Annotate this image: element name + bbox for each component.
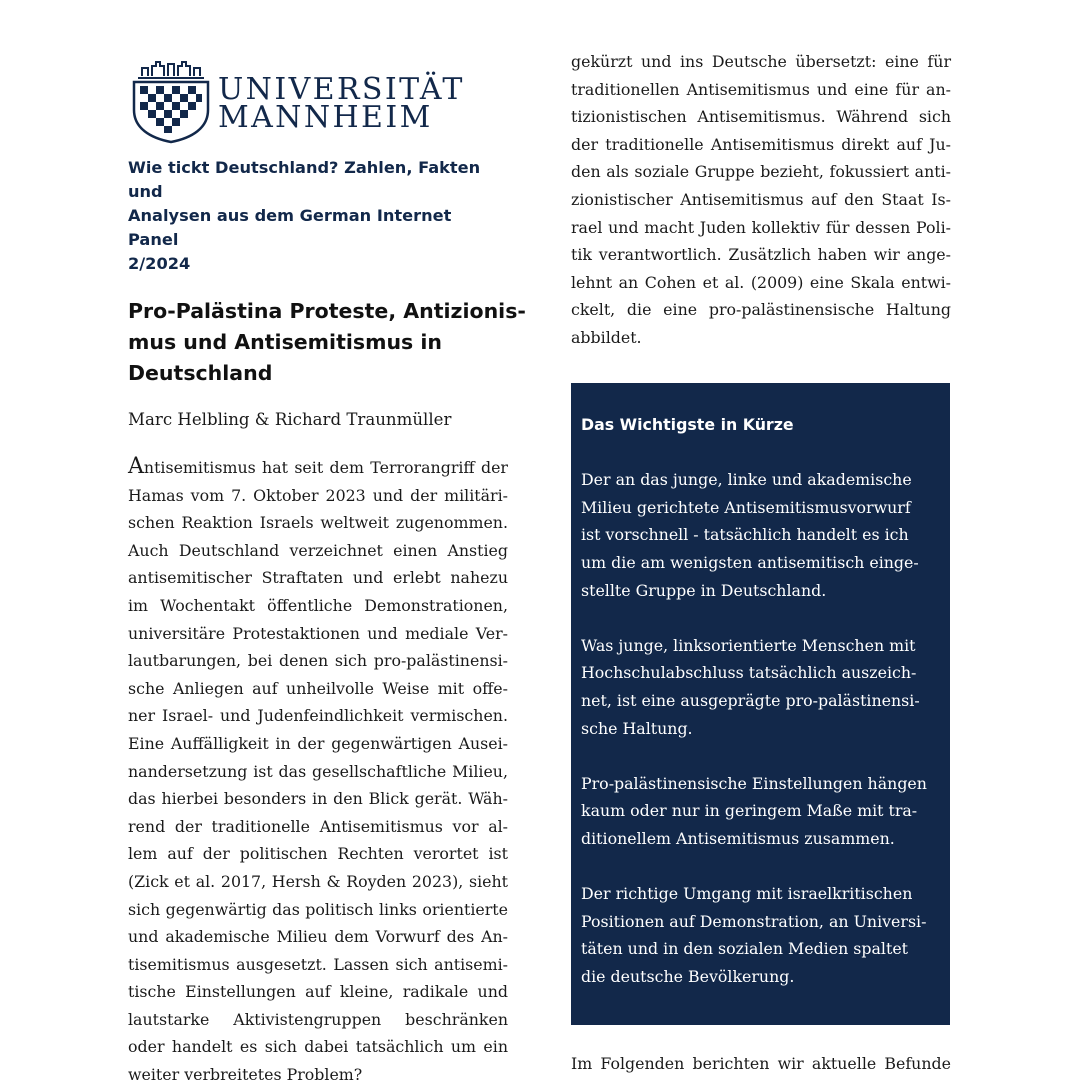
series-title [128,156,500,276]
summary-line: die deutsche Bevölkerung. [581,966,795,986]
summary-point [581,632,926,742]
summary-line: ist vorschnell - tatsächlich handelt es ich [581,525,909,545]
intro-line: Hamas vom 7. Oktober 2023 und der militäri- [128,485,508,505]
intro-line: sche Anliegen auf unheilvolle Weise mit offe- [128,678,508,698]
right-line: tik verantwortlich. Zusätzlich haben wir ange- [571,245,951,265]
summary-content [581,411,926,990]
drop-cap: A [128,454,144,479]
summary-line: net, ist eine ausgeprägte pro-palästinensi- [581,690,920,710]
summary-line: sche Haltung. [581,718,693,738]
title-line: Deutschland [128,361,273,385]
authors: Marc Helbling & Richard Traunmüller [128,410,452,429]
intro-line: im Wochentakt öffentliche Demonstrationen, [128,595,508,615]
summary-heading: Das Wichtigste in Kürze [581,415,794,434]
series-line: 2/2024 [128,254,191,273]
right-line: lehnt an Cohen et al. (2009) eine Skala entwi- [571,272,951,292]
intro-line: antisemitischer Straftaten und erlebt nahezu [128,568,508,588]
right-line: abbildet. [571,327,642,347]
intro-line: lautstarke Aktivistengruppen beschränken [128,1009,508,1029]
intro-line: nandersetzung ist das gesellschaftliche Milieu, [128,761,508,781]
intro-line: und akademische Milieu dem Vorwurf des An- [128,927,508,947]
right-line: zionistischer Antisemitismus auf den Staat Is- [571,189,951,209]
intro-line: ner Israel- und Judenfeindlichkeit vermischen. [128,706,508,726]
title-line: Pro-Palästina Proteste, Antizionis- [128,299,526,323]
title-line: mus und Antisemitismus in [128,330,443,354]
summary-box [571,383,950,1025]
summary-line: Der richtige Umgang mit israelkritischen [581,884,913,904]
intro-line: sich gegenwärtig das politisch links orientierte [128,899,508,919]
summary-line: kaum oder nur in geringem Maße mit tra- [581,801,918,821]
summary-line: ditionellem Antisemitismus zusammen. [581,828,895,848]
summary-point [581,770,926,853]
summary-line: Der an das junge, linke und akademische [581,470,912,490]
summary-line: täten und in den sozialen Medien spaltet [581,939,909,959]
intro-line: universitäre Protestaktionen und mediale Ver- [128,623,508,643]
logo-line-2: MANNHEIM [218,100,433,135]
intro-line: das hierbei besonders in den Blick gerät. Wäh- [128,789,508,809]
summary-line: Milieu gerichtete Antisemitismusvorwurf [581,497,911,517]
intro-line: tische Einstellungen auf kleine, radikale und [128,982,508,1002]
intro-line: Eine Auffälligkeit in der gegenwärtigen Ausei- [128,733,508,753]
summary-point [581,466,926,604]
bottom-text-line: Im Folgenden berichten wir aktuelle Befunde [571,1054,951,1073]
summary-line: stellte Gruppe in Deutschland. [581,580,827,600]
right-line: traditionellen Antisemitismus und eine für an- [571,79,951,99]
intro-line: Auch Deutschland verzeichnet einen Anstieg [128,540,508,560]
intro-line: oder handelt es sich dabei tatsächlich um ein [128,1037,508,1057]
university-wordmark [218,72,465,135]
summary-point [581,880,926,990]
right-line: rael und macht Juden kollektiv für dessen Poli- [571,217,951,237]
intro-paragraph [128,453,508,1089]
university-logo [128,52,508,148]
intro-line: lem auf der politischen Rechten verortet ist [128,844,508,864]
summary-line: Hochschulabschluss tatsächlich auszeich- [581,663,917,683]
university-crest-icon [128,52,214,144]
right-line: gekürzt und ins Deutsche übersetzt: eine für [571,52,951,71]
intro-line: tisemitismus ausgesetzt. Lassen sich antisemi- [128,954,508,974]
right-line: ckelt, die eine pro-palästinensische Haltung [571,300,951,320]
intro-line: schen Reaktion Israels weltweit zugenommen. [128,513,508,533]
summary-line: Was junge, linksorientierte Menschen mit [581,635,916,655]
summary-line: Positionen auf Demonstration, an Universi- [581,911,927,931]
series-line: Analysen aus dem German Internet Panel [128,206,452,249]
intro-line [128,453,508,482]
article-title [128,296,526,389]
intro-first-rest: ntisemitismus hat seit dem Terrorangriff der [143,458,508,477]
logo-line-1: UNIVERSITÄT [218,72,465,107]
right-line: der traditionelle Antisemitismus direkt auf Ju- [571,134,951,154]
intro-line: (Zick et al. 2017, Hersh & Royden 2023), sieht [128,871,508,891]
right-column-text [571,48,951,352]
intro-line: lautbarungen, bei denen sich pro-palästinensi- [128,651,508,671]
intro-line: weiter verbreitetes Problem? [128,1065,363,1085]
right-line: den als soziale Gruppe bezieht, fokussiert anti- [571,162,951,182]
summary-line: um die am wenigsten antisemitisch einge- [581,552,919,572]
right-line: tizionistischen Antisemitismus. Während sich [571,107,951,127]
intro-line: rend der traditionelle Antisemitismus vor al- [128,816,508,836]
left-column [128,52,526,1089]
series-line: Wie tickt Deutschland? Zahlen, Fakten und [128,158,481,201]
summary-line: Pro-palästinensische Einstellungen hängen [581,773,927,793]
